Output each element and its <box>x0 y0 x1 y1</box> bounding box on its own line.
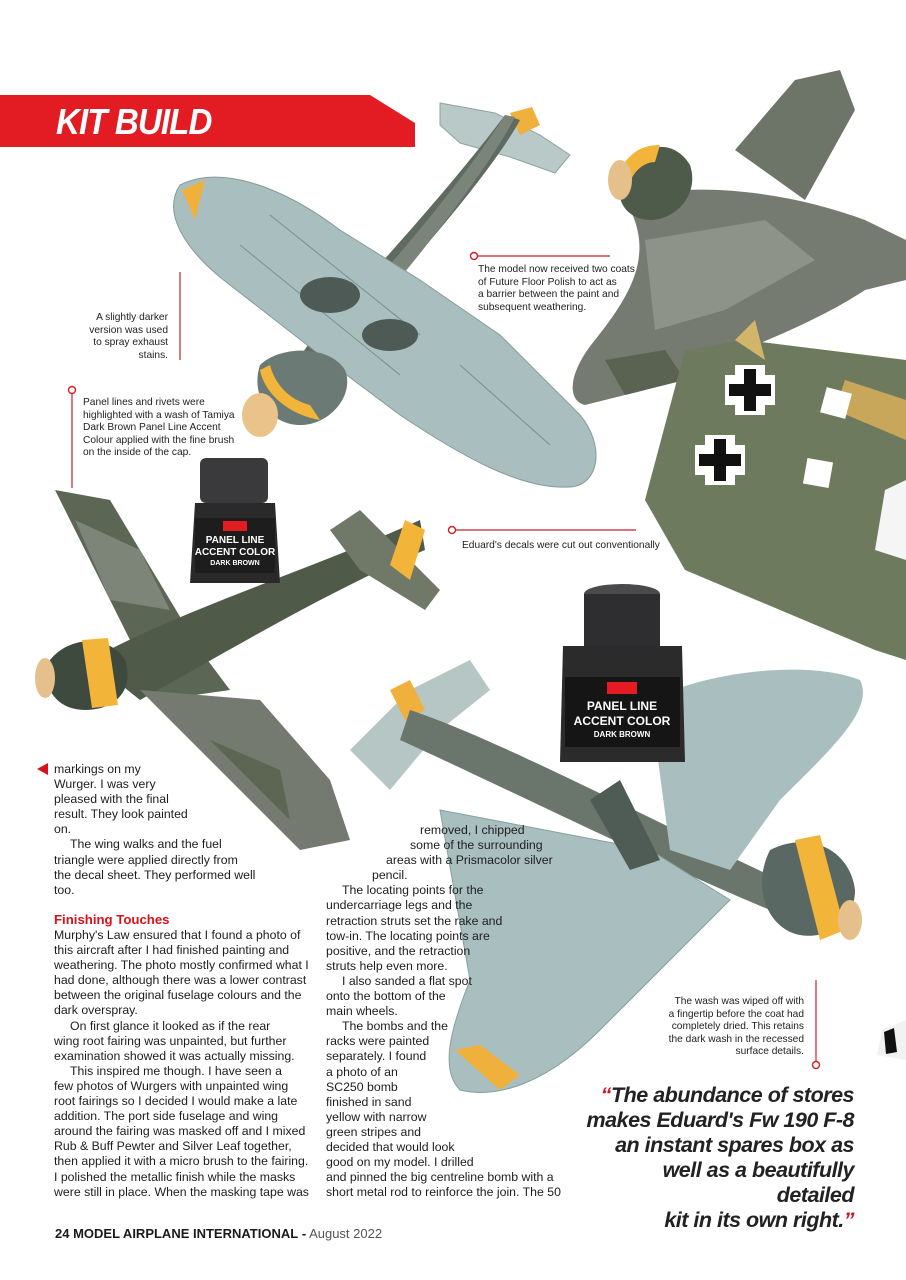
pull-quote-line: an instant spares box as <box>615 1133 854 1157</box>
body-line: good on my model. I drilled <box>326 1155 474 1170</box>
body-line: too. <box>54 882 75 897</box>
magazine-name: MODEL AIRPLANE INTERNATIONAL <box>73 1226 299 1241</box>
body-line: undercarriage legs and the <box>326 898 473 913</box>
small-bottle-label-line2: ACCENT COLOR <box>194 547 276 558</box>
body-line: result. They look painted <box>54 807 188 822</box>
body-line: green stripes and <box>326 1124 422 1139</box>
body-line: onto the bottom of the <box>326 989 446 1004</box>
caption-wash-line: The wash was wiped off with <box>674 996 804 1007</box>
caption-wash-line: a fingertip before the coat had <box>668 1008 804 1020</box>
caption-wash-line: the dark wash in the recessed <box>668 1033 804 1045</box>
caption-panel-lines-line: Colour applied with the fine brush <box>83 434 235 446</box>
body-line: between the original fuselage colours and the <box>54 988 302 1003</box>
caption-wash-line: completely dried. This retains <box>671 1021 804 1033</box>
column2-body <box>326 823 576 1200</box>
body-line: wing root fairing was unpainted, but further <box>54 1033 287 1048</box>
body-line: racks were painted <box>326 1034 430 1049</box>
subhead-finishing-touches: Finishing Touches <box>54 912 170 927</box>
issue-date: August 2022 <box>309 1226 383 1241</box>
caption-future-polish-line: The model now received two coats <box>478 264 635 275</box>
body-line: weathering. The photo mostly confirmed what I <box>54 958 309 973</box>
body-line: struts help even more. <box>326 958 448 973</box>
body-line: then applied it with a micro brush to the fairing. <box>54 1154 309 1169</box>
body-line: retraction struts set the rake and <box>326 913 503 928</box>
body-line: around the fairing was masked off and I mixed <box>54 1124 306 1139</box>
pull-quote-line: makes Eduard's Fw 190 F-8 <box>586 1108 854 1132</box>
body-line: few photos of Wurgers with unpainted wing <box>54 1078 289 1093</box>
caption-panel-lines <box>83 397 253 460</box>
body-line: and pinned the big centreline bomb with a <box>326 1170 554 1185</box>
caption-wash-line: surface details. <box>735 1046 804 1058</box>
body-line: pleased with the final <box>54 792 169 807</box>
body-line: a photo of an <box>326 1064 398 1079</box>
caption-wash <box>650 996 804 1059</box>
body-line: tow-in. The locating points are <box>326 928 490 943</box>
page-number: 24 <box>55 1226 70 1241</box>
body-line: Rub & Buff Pewter and Silver Leaf together, <box>54 1139 292 1154</box>
caption-exhaust-line: A slightly darker <box>96 312 168 323</box>
large-bottle-label-line3: DARK BROWN <box>593 730 651 739</box>
large-bottle-label-line1: PANEL LINE <box>586 699 658 713</box>
column1-body <box>54 928 316 1200</box>
caption-exhaust-line: stains. <box>138 349 168 361</box>
body-line: root fairings so I decided I would make a late <box>54 1094 298 1109</box>
caption-decals: Eduard's decals were cut out conventionally <box>462 540 660 551</box>
pull-quote-line: kit in its own right.” <box>664 1208 854 1232</box>
body-line: this aircraft after I had finished painting and <box>54 943 290 958</box>
caption-panel-lines-line: highlighted with a wash of Tamiya <box>83 409 235 421</box>
caption-exhaust-line: to spray exhaust <box>93 337 168 349</box>
body-line: On first glance it looked as if the rear <box>70 1018 271 1033</box>
body-line: The wing walks and the fuel <box>70 837 222 852</box>
body-line: triangle were applied directly from <box>54 852 238 867</box>
body-line: I also sanded a flat spot <box>342 973 472 988</box>
continuation-arrow-icon <box>37 763 49 775</box>
body-line: The locating points for the <box>342 883 484 898</box>
caption-future-polish <box>478 264 643 314</box>
body-line: addition. The port side fuselage and wing <box>54 1109 279 1124</box>
body-line: the decal sheet. They performed well <box>54 867 256 882</box>
body-line: decided that would look <box>326 1139 455 1154</box>
body-line: some of the surrounding <box>410 838 543 853</box>
body-line: were still in place. When the masking tape was <box>54 1184 309 1199</box>
body-line: The bombs and the <box>342 1019 448 1034</box>
body-line: positive, and the retraction <box>326 943 471 958</box>
body-line: markings on my <box>54 762 141 776</box>
section-title: KIT BUILD <box>56 101 212 142</box>
caption-exhaust <box>74 312 168 362</box>
footer-separator: - <box>301 1226 307 1241</box>
body-line: Murphy's Law ensured that I found a photo of <box>54 928 301 942</box>
body-line: finished in sand <box>326 1094 412 1109</box>
body-line: had done, although there was a lower contrast <box>54 973 307 988</box>
caption-panel-lines-line: Dark Brown Panel Line Accent <box>83 422 221 434</box>
body-line: on. <box>54 822 72 837</box>
body-line: This inspired me though. I have seen a <box>70 1063 282 1078</box>
small-bottle-label-line3: DARK BROWN <box>210 560 260 567</box>
body-line: short metal rod to reinforce the join. The 50 <box>326 1185 561 1200</box>
body-line: areas with a Prismacolor silver <box>386 853 553 868</box>
body-line: Wurger. I was very <box>54 777 156 792</box>
large-bottle-label-line2: ACCENT COLOR <box>573 714 671 728</box>
body-line: main wheels. <box>326 1004 398 1019</box>
pull-quote-line: “The abundance of stores <box>600 1083 854 1107</box>
caption-future-polish-line: of Future Floor Polish to act as <box>478 276 617 288</box>
close-quote-mark: ” <box>843 1208 854 1232</box>
caption-panel-lines-line: on the inside of the cap. <box>83 447 192 459</box>
body-line: separately. I found <box>326 1049 427 1064</box>
caption-panel-lines-line: Panel lines and rivets were <box>83 397 205 408</box>
pull-quote <box>580 1083 854 1233</box>
page-footer <box>55 1226 382 1242</box>
body-line: dark overspray. <box>54 1003 138 1018</box>
body-line: yellow with narrow <box>326 1109 427 1124</box>
column1-lead <box>54 762 284 898</box>
pull-quote-line: well as a beautifully detailed <box>662 1158 854 1207</box>
body-line: I polished the metallic finish while the masks <box>54 1169 296 1184</box>
caption-future-polish-line: a barrier between the paint and <box>478 289 620 301</box>
small-bottle-label-line1: PANEL LINE <box>205 535 265 546</box>
caption-future-polish-line: subsequent weathering. <box>478 301 587 313</box>
caption-exhaust-line: version was used <box>89 324 168 336</box>
open-quote-mark: “ <box>600 1083 612 1107</box>
body-line: pencil. <box>372 868 408 883</box>
body-line: examination showed it was actually missing. <box>54 1048 295 1063</box>
body-line: removed, I chipped <box>420 823 525 837</box>
body-line: SC250 bomb <box>326 1079 398 1094</box>
